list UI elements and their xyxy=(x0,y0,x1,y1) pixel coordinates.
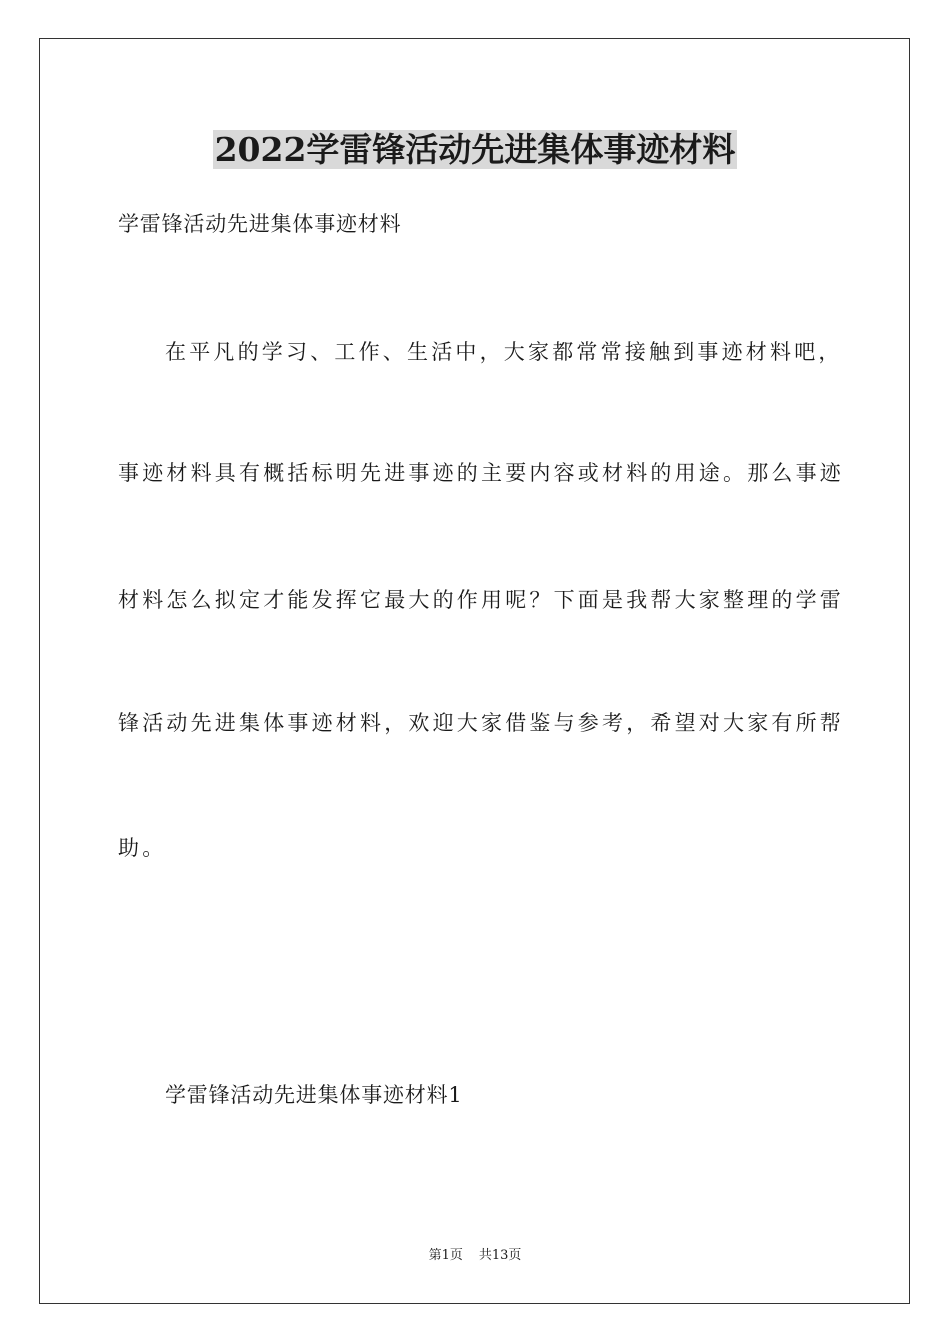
document-title-text: 2022学雷锋活动先进集体事迹材料 xyxy=(214,130,736,169)
page-total: 共13页 xyxy=(478,1248,522,1263)
intro-line-4: 锋活动先进集体事迹材料，欢迎大家借鉴与参考，希望对大家有所帮 xyxy=(118,711,844,735)
page-footer xyxy=(0,1247,950,1265)
intro-line-2: 事迹材料具有概括标明先进事迹的主要内容或材料的用途。那么事迹 xyxy=(118,461,844,485)
intro-line-5: 助。 xyxy=(118,836,167,860)
section-heading: 学雷锋活动先进集体事迹材料1 xyxy=(165,1083,463,1107)
page-number: 第1页 xyxy=(428,1248,463,1263)
document-subtitle: 学雷锋活动先进集体事迹材料 xyxy=(118,212,402,236)
intro-line-1: 在平凡的学习、工作、生活中，大家都常常接触到事迹材料吧， xyxy=(165,340,843,364)
intro-line-3: 材料怎么拟定才能发挥它最大的作用呢？下面是我帮大家整理的学雷 xyxy=(118,588,844,612)
document-title xyxy=(0,124,950,176)
